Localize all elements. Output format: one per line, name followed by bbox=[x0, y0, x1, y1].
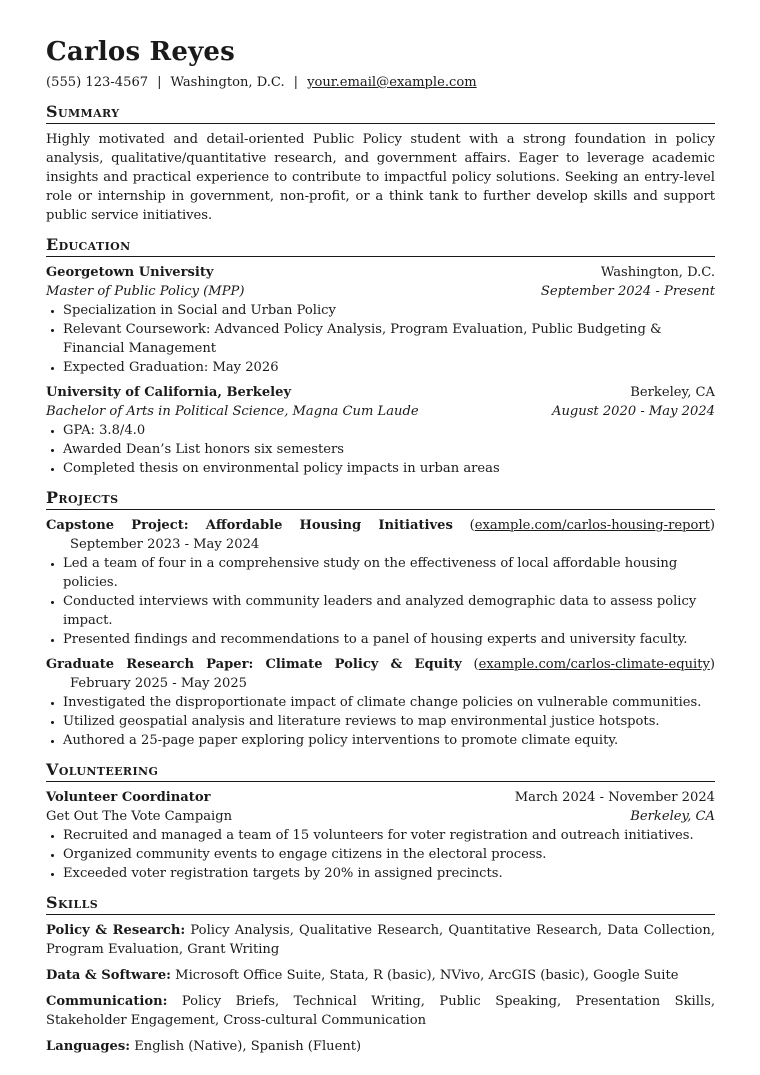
contact-separator: | bbox=[293, 75, 299, 90]
volunteering-section bbox=[46, 760, 715, 883]
summary-text: Highly motivated and detail-oriented Public Policy student with a strong foundation in policy analysis, qualitative/quantitative research, and government affairs. Eager to leverage academic insights and practical experience to contribute to impactful policy solutions. Seeking an entry-level role or internship in government, non-profit, or a think tank to further develop skills and support public service initiatives. bbox=[46, 132, 715, 223]
resume-page bbox=[46, 36, 715, 1066]
project-bullets bbox=[46, 693, 715, 750]
list-item: • Utilized geospatial analysis and literature reviews to map environmental justice hotspots. bbox=[63, 712, 715, 731]
skill-text: Microsoft Office Suite, Stata, R (basic), NVivo, ArcGIS (basic), Google Suite bbox=[175, 968, 679, 983]
school-name: University of California, Berkeley bbox=[46, 385, 292, 400]
section-title-projects: Projects bbox=[46, 488, 715, 510]
section-title-volunteering: Volunteering bbox=[46, 760, 715, 782]
volunteer-org: Get Out The Vote Campaign bbox=[46, 809, 233, 824]
volunteer-location: Berkeley, CA bbox=[630, 809, 715, 824]
volunteer-role: Volunteer Coordinator bbox=[46, 790, 211, 805]
skill-line bbox=[46, 966, 715, 985]
skill-text: Policy Briefs, Technical Writing, Public Speaking, Presentation Skills, Stakeholder Engagement, Cross-cultural Communication bbox=[46, 994, 715, 1028]
skill-label: Data & Software: bbox=[46, 968, 171, 983]
contact-line bbox=[46, 73, 715, 92]
skill-line bbox=[46, 992, 715, 1030]
list-item: • GPA: 3.8/4.0 bbox=[63, 421, 715, 440]
school-location: Washington, D.C. bbox=[600, 265, 715, 280]
volunteer-dates: March 2024 - November 2024 bbox=[514, 790, 715, 805]
phone-number: (555) 123-4567 bbox=[46, 75, 149, 90]
skills-section bbox=[46, 893, 715, 1056]
contact-separator: | bbox=[157, 75, 162, 90]
degree: Bachelor of Arts in Political Science, Magna Cum Laude bbox=[46, 404, 419, 419]
list-item: • Recruited and managed a team of 15 volunteers for voter registration and outreach initiatives. bbox=[63, 826, 715, 845]
project-link[interactable]: example.com/carlos-housing-report bbox=[474, 518, 710, 533]
list-item: • Completed thesis on environmental policy impacts in urban areas bbox=[63, 459, 715, 478]
education-entry bbox=[46, 263, 715, 377]
summary-section bbox=[46, 102, 715, 225]
email-link[interactable]: your.email@example.com bbox=[307, 75, 477, 90]
volunteer-entry bbox=[46, 788, 715, 883]
location: Washington, D.C. bbox=[170, 75, 285, 90]
project-bullets bbox=[46, 554, 715, 649]
list-item: • Organized community events to engage citizens in the electoral process. bbox=[63, 845, 715, 864]
volunteer-bullets bbox=[46, 826, 715, 883]
education-entry bbox=[46, 383, 715, 478]
list-item: • Expected Graduation: May 2026 bbox=[63, 358, 715, 377]
candidate-name: Carlos Reyes bbox=[46, 37, 235, 67]
list-item: • Authored a 25-page paper exploring policy interventions to promote climate equity. bbox=[63, 731, 715, 750]
project-heading: Capstone Project: Affordable Housing Initiatives (example.com/carlos-housing-report) September 2023 - May 2024 bbox=[46, 518, 715, 552]
education-bullets bbox=[46, 421, 715, 478]
skill-line bbox=[46, 921, 715, 959]
education-dates: September 2024 - Present bbox=[540, 284, 715, 299]
project-heading: Graduate Research Paper: Climate Policy & Equity (example.com/carlos-climate-equity) February 2025 - May 2025 bbox=[46, 657, 715, 691]
skill-text: Policy Analysis, Qualitative Research, Quantitative Research, Data Collection, Program Evaluation, Grant Writing bbox=[46, 923, 715, 957]
project-entry bbox=[46, 516, 715, 649]
education-dates: August 2020 - May 2024 bbox=[551, 404, 715, 419]
school-location: Berkeley, CA bbox=[630, 385, 715, 400]
skill-line bbox=[46, 1037, 715, 1056]
list-item: • Awarded Dean’s List honors six semesters bbox=[63, 440, 715, 459]
education-bullets bbox=[46, 301, 715, 377]
list-item: • Relevant Coursework: Advanced Policy Analysis, Program Evaluation, Public Budgeting & Financial Management bbox=[63, 320, 715, 358]
list-item: • Conducted interviews with community leaders and analyzed demographic data to assess policy impact. bbox=[63, 592, 715, 630]
education-section bbox=[46, 235, 715, 478]
section-title-summary: Summary bbox=[46, 102, 715, 124]
skill-label: Languages: bbox=[46, 1039, 131, 1054]
section-title-education: Education bbox=[46, 235, 715, 257]
skill-label: Policy & Research: bbox=[46, 923, 186, 938]
skill-text: English (Native), Spanish (Fluent) bbox=[134, 1039, 362, 1054]
project-dates: September 2023 - May 2024 bbox=[70, 537, 260, 552]
project-dates: February 2025 - May 2025 bbox=[70, 676, 247, 691]
degree: Master of Public Policy (MPP) bbox=[46, 284, 245, 299]
project-link[interactable]: example.com/carlos-climate-equity bbox=[478, 657, 710, 672]
section-title-skills: Skills bbox=[46, 893, 715, 915]
list-item: • Investigated the disproportionate impact of climate change policies on vulnerable communities. bbox=[63, 693, 715, 712]
project-entry bbox=[46, 655, 715, 750]
project-name: Graduate Research Paper: Climate Policy & Equity bbox=[46, 657, 462, 672]
school-name: Georgetown University bbox=[46, 265, 214, 280]
skill-label: Communication: bbox=[46, 994, 168, 1009]
projects-section bbox=[46, 488, 715, 750]
list-item: • Led a team of four in a comprehensive study on the effectiveness of local affordable housing policies. bbox=[63, 554, 715, 592]
list-item: • Presented findings and recommendations to a panel of housing experts and university faculty. bbox=[63, 630, 715, 649]
list-item: • Specialization in Social and Urban Policy bbox=[63, 301, 715, 320]
project-name: Capstone Project: Affordable Housing Initiatives bbox=[46, 518, 453, 533]
list-item: • Exceeded voter registration targets by 20% in assigned precincts. bbox=[63, 864, 715, 883]
